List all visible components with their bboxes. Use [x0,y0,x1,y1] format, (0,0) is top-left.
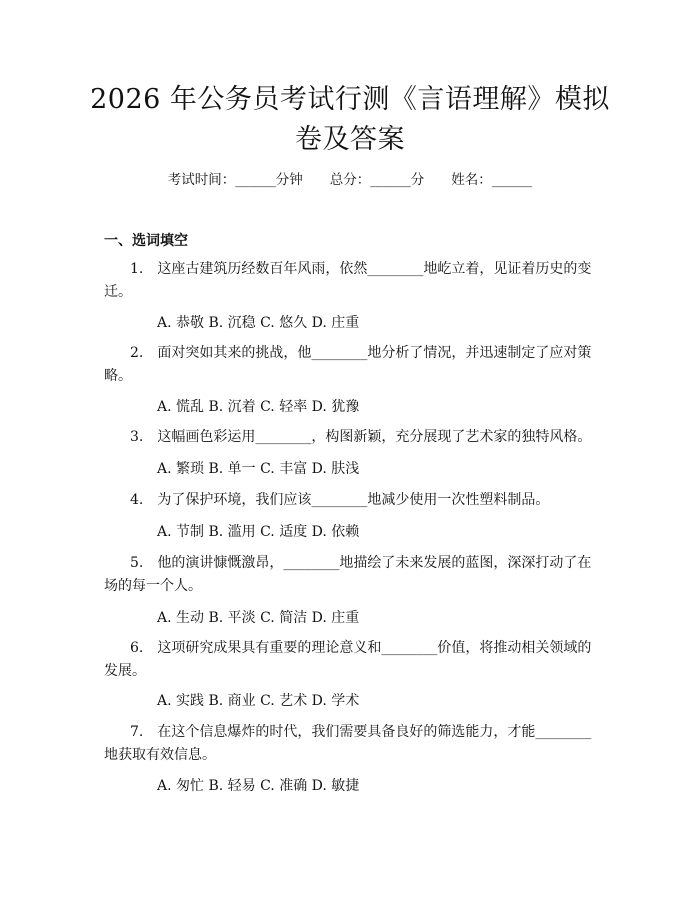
question-text: 这座古建筑历经数百年风雨，依然________地屹立着，见证着历史的变迁。 [104,261,592,300]
question-3 [104,426,600,449]
question-5 [104,552,600,598]
question-number: 6. [130,640,144,656]
question-7-options: A. 匆忙 B. 轻易 C. 准确 D. 敏捷 [157,778,360,794]
question-3-options: A. 繁琐 B. 单一 C. 丰富 D. 肤浅 [157,461,360,477]
question-4-options: A. 节制 B. 滥用 C. 适度 D. 依赖 [157,524,360,540]
question-text: 这幅画色彩运用________，构图新颖，充分展现了艺术家的独特风格。 [157,429,592,445]
question-2 [104,342,600,388]
question-text: 面对突如其来的挑战，他________地分析了情况，并迅速制定了应对策略。 [104,345,592,384]
question-number: 5. [130,555,144,571]
question-7 [104,721,600,767]
question-1-options: A. 恭敬 B. 沉稳 C. 悠久 D. 庄重 [157,315,360,331]
question-6-options: A. 实践 B. 商业 C. 艺术 D. 学术 [157,693,360,709]
question-number: 7. [130,724,144,740]
exam-info-line: 考试时间：______分钟 总分：______分 姓名：______ [167,172,533,188]
question-text: 为了保护环境，我们应该________地减少使用一次性塑料制品。 [157,492,550,508]
question-5-options: A. 生动 B. 平淡 C. 简洁 D. 庄重 [157,610,360,626]
question-number: 2. [130,345,144,361]
question-6 [104,637,600,683]
question-number: 1. [130,261,144,277]
question-number: 4. [130,492,144,508]
question-text: 在这个信息爆炸的时代，我们需要具备良好的筛选能力，才能________地获取有效信息。 [104,724,592,763]
question-2-options: A. 慌乱 B. 沉着 C. 轻率 D. 犹豫 [157,399,360,415]
question-4 [104,489,600,512]
question-text: 他的演讲慷慨激昂，________地描绘了未来发展的蓝图，深深打动了在场的每一个人。 [104,555,592,594]
document-title: 2026 年公务员考试行测《言语理解》模拟卷及答案 [90,84,610,155]
question-number: 3. [130,429,144,445]
question-text: 这项研究成果具有重要的理论意义和________价值，将推动相关领域的发展。 [104,640,592,679]
section-heading: 一、选词填空 [104,233,188,249]
question-1 [104,258,600,304]
